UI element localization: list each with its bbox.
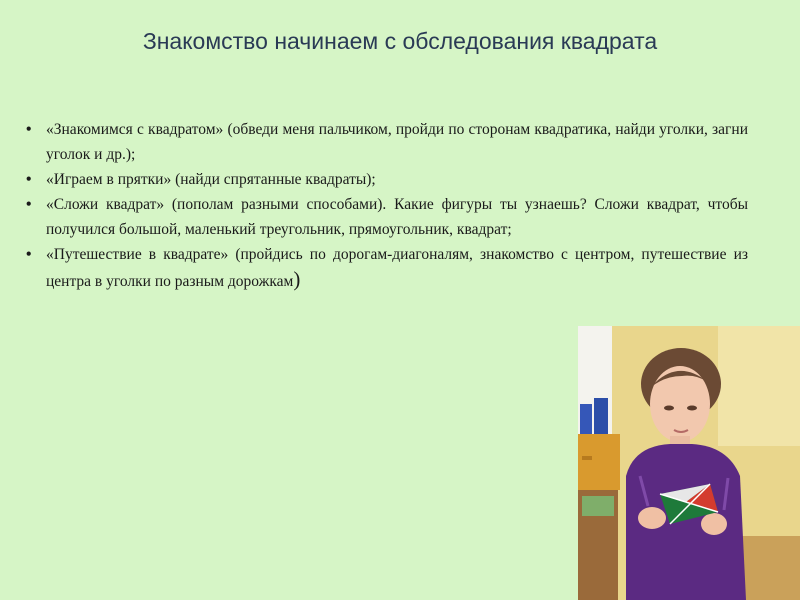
bullet-text: «Путешествие в квадрате» (пройдись по дорогам-диагоналям, знакомство с центром, путешествие из центра в уголки по разным дорожкам [46, 246, 748, 290]
list-item [26, 242, 748, 294]
bullet-text: «Знакомимся с квадратом» (обведи меня пальчиком, пройди по сторонам квадратика, найди уголки, загни уголок и др.); [46, 121, 748, 163]
bullet-text: «Сложи квадрат» (пополам разными способами). Какие фигуры ты узнаешь? Сложи квадрат, чтобы получился большой, маленький треугольник, прямоугольник, квадрат; [46, 196, 748, 238]
list-item [26, 167, 748, 192]
bullet-text: «Играем в прятки» (найди спрятанные квадраты); [46, 171, 376, 188]
list-item [26, 192, 748, 242]
bullet-closing-paren: ) [293, 267, 301, 291]
bullet-list [26, 117, 748, 294]
bullet-dot: • [26, 171, 32, 188]
list-item [26, 117, 748, 167]
bullet-dot: • [26, 121, 32, 138]
girl-folding-paper-square-photo [578, 326, 800, 600]
bullet-dot: • [26, 246, 32, 263]
slide-title: Знакомство начинаем с обследования квадрата [142, 28, 658, 54]
bullet-dot: • [26, 196, 32, 213]
